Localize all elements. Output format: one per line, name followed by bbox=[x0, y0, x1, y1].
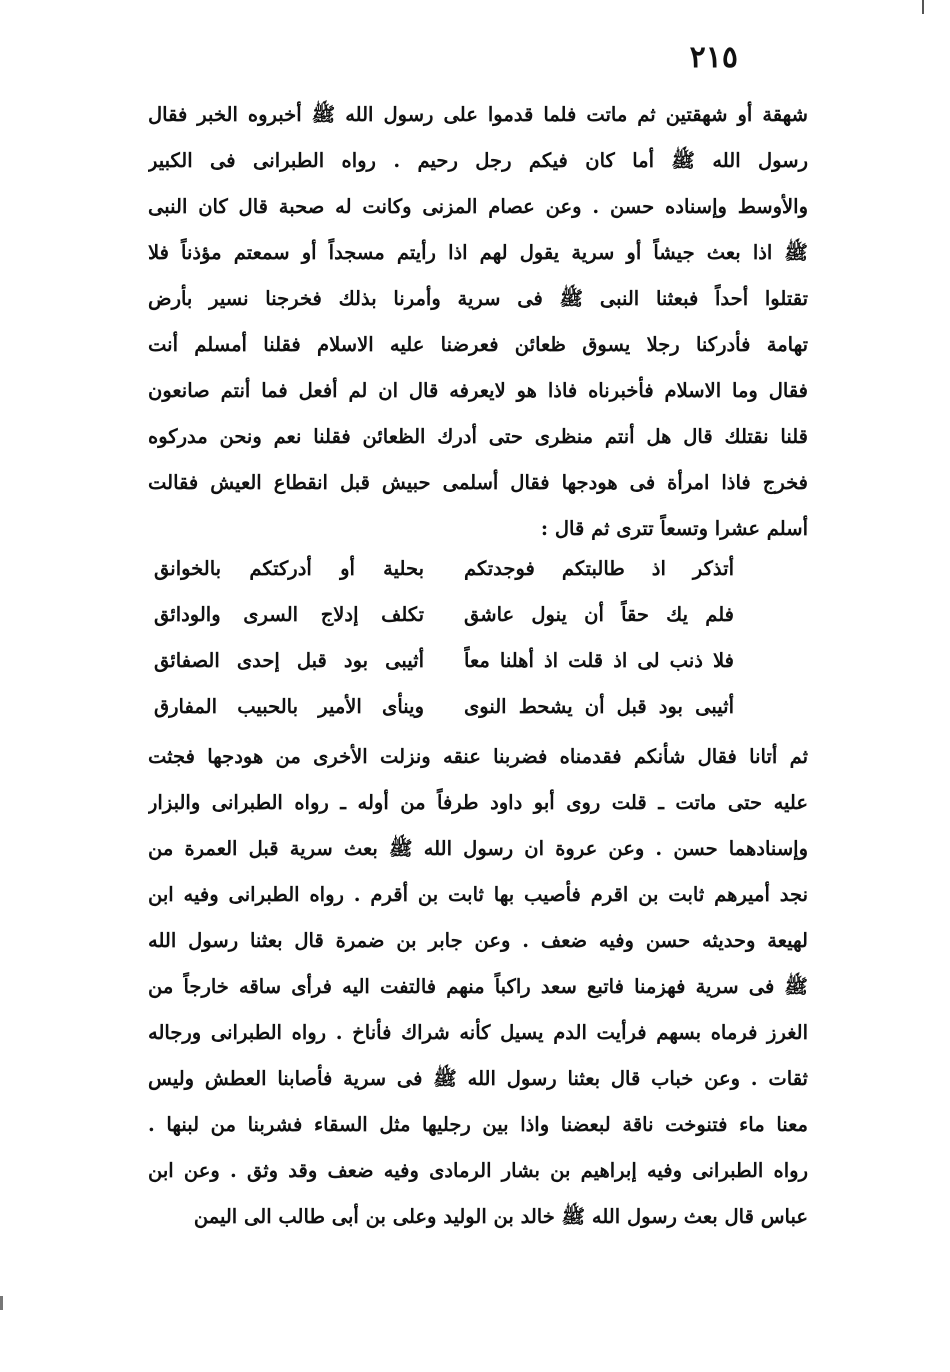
text-line: لهيعة وحديثه حسن وفيه ضعف . وعن جابر بن ضمرة قال بعثنا رسول الله bbox=[148, 929, 808, 952]
verse-first-half: فلم يك حقاً أن ينول عاشق bbox=[464, 603, 734, 626]
poem-verse bbox=[154, 638, 734, 684]
verse-second-half: تكلف إدلاج السرى والودائق bbox=[154, 603, 424, 626]
text-line: ﷺ فى سرية فهزمنا فاتبع سعد راكباً منهم فالتفت اليه فرأى ساقه خارجاً من bbox=[148, 975, 808, 998]
text-line: رسول الله ﷺ أما كان فيكم رجل رحيم . رواه الطبرانى فى الكبير bbox=[148, 149, 808, 172]
verse-second-half: بحلية أو أدركتكم بالخوانق bbox=[154, 557, 424, 580]
text-line: فقال وما الاسلام فأخبرناه فاذا هو لايعرفه قال ان لم أفعل فما أنتم صانعون bbox=[148, 379, 808, 402]
verse-second-half: وينأى الأمير بالحبيب المفارق bbox=[154, 695, 424, 718]
text-line: عليه حتى ماتت ـ قلت روى أبو داود طرفاً من أوله ـ رواه الطبرانى والبزار bbox=[148, 791, 808, 814]
text-line: ﷺ اذا بعث جيشاً أو سرية يقول لهم اذا رأيتم مسجداً أو سمعتم مؤذناً فلا bbox=[148, 241, 808, 264]
scan-edge-mark bbox=[922, 0, 924, 14]
page-number: ٢١٥ bbox=[689, 40, 738, 75]
text-line: شهقة أو شهقتين ثم ماتت فلما قدموا على رسول الله ﷺ أخبروه الخبر فقال bbox=[148, 103, 808, 126]
text-line: عباس قال بعث رسول الله ﷺ خالد بن الوليد وعلى بن أبى طالب الى اليمن bbox=[193, 1205, 808, 1228]
text-line: وإسنادهما حسن . وعن عروة ان رسول الله ﷺ بعث سرية قبل العمرة من bbox=[148, 837, 808, 860]
text-line: نجد أميرهم ثابت بن اقرم فأصيب بها ثابت بن أقرم . رواه الطبرانى وفيه ابن bbox=[148, 883, 808, 906]
text-line: قلنا نقتلك قال هل أنتم منظرى حتى أدرك الظعائن فقلنا نعم ونحن مدركوه bbox=[148, 425, 808, 448]
text-line: أسلم عشرا وتسعاً تترى ثم قال : bbox=[540, 517, 808, 540]
text-line: تهامة فأدركنا رجلا يسوق ظعائن فعرضنا عليه الاسلام فقلنا أمسلم أنت bbox=[148, 333, 808, 356]
text-line: معنا ماء فتنوخت ناقة لبعضنا واذا بين رجليها مثل السقاء فشربنا من لبنها . bbox=[148, 1113, 808, 1136]
paragraph-2 bbox=[148, 734, 808, 1240]
poem-verse bbox=[154, 592, 734, 638]
text-line: فخرج فاذا امرأة فى هودجها فقال أسلمى حبيش قبل انقطاع العيش فقالت bbox=[148, 471, 808, 494]
text-line: والأوسط وإسناده حسن . وعن عصام المزنى وكانت له صحبة قال كان النبى bbox=[148, 195, 808, 218]
poem-verse bbox=[154, 684, 734, 730]
verse-second-half: أثيبى بود قبل إحدى الصفائق bbox=[154, 649, 424, 672]
verse-first-half: أتذكر اذ طالبتكم فوجدتكم bbox=[464, 557, 734, 580]
paragraph-1 bbox=[148, 92, 808, 552]
verse-first-half: أثيبى بود قبل أن يشحط النوى bbox=[464, 695, 734, 718]
scan-edge-mark bbox=[0, 1296, 3, 1310]
text-line: ثم أتانا فقال شأنكم فقدمناه فضربنا عنقه ونزلت الأخرى من هودجها فجثت bbox=[148, 745, 808, 768]
text-line: رواه الطبرانى وفيه إبراهيم بن بشار الرمادى وفيه ضعف وقد وثق . وعن ابن bbox=[148, 1159, 808, 1182]
poem-verse bbox=[154, 546, 734, 592]
poem bbox=[154, 546, 734, 730]
verse-first-half: فلا ذنب لى اذ قلت اذ أهلنا معاً bbox=[464, 649, 734, 672]
text-line: الغرز فرماه بسهم فرأيت الدم يسيل كأنه شراك فأناخ . رواه الطبرانى ورجاله bbox=[148, 1021, 808, 1044]
text-line: تقتلوا أحداً فبعثنا النبى ﷺ فى سرية وأمرنا بذلك فخرجنا نسير بأرض bbox=[148, 287, 808, 310]
text-line: ثقات . وعن خباب قال بعثنا رسول الله ﷺ فى سرية فأصابنا العطش وليس bbox=[148, 1067, 808, 1090]
